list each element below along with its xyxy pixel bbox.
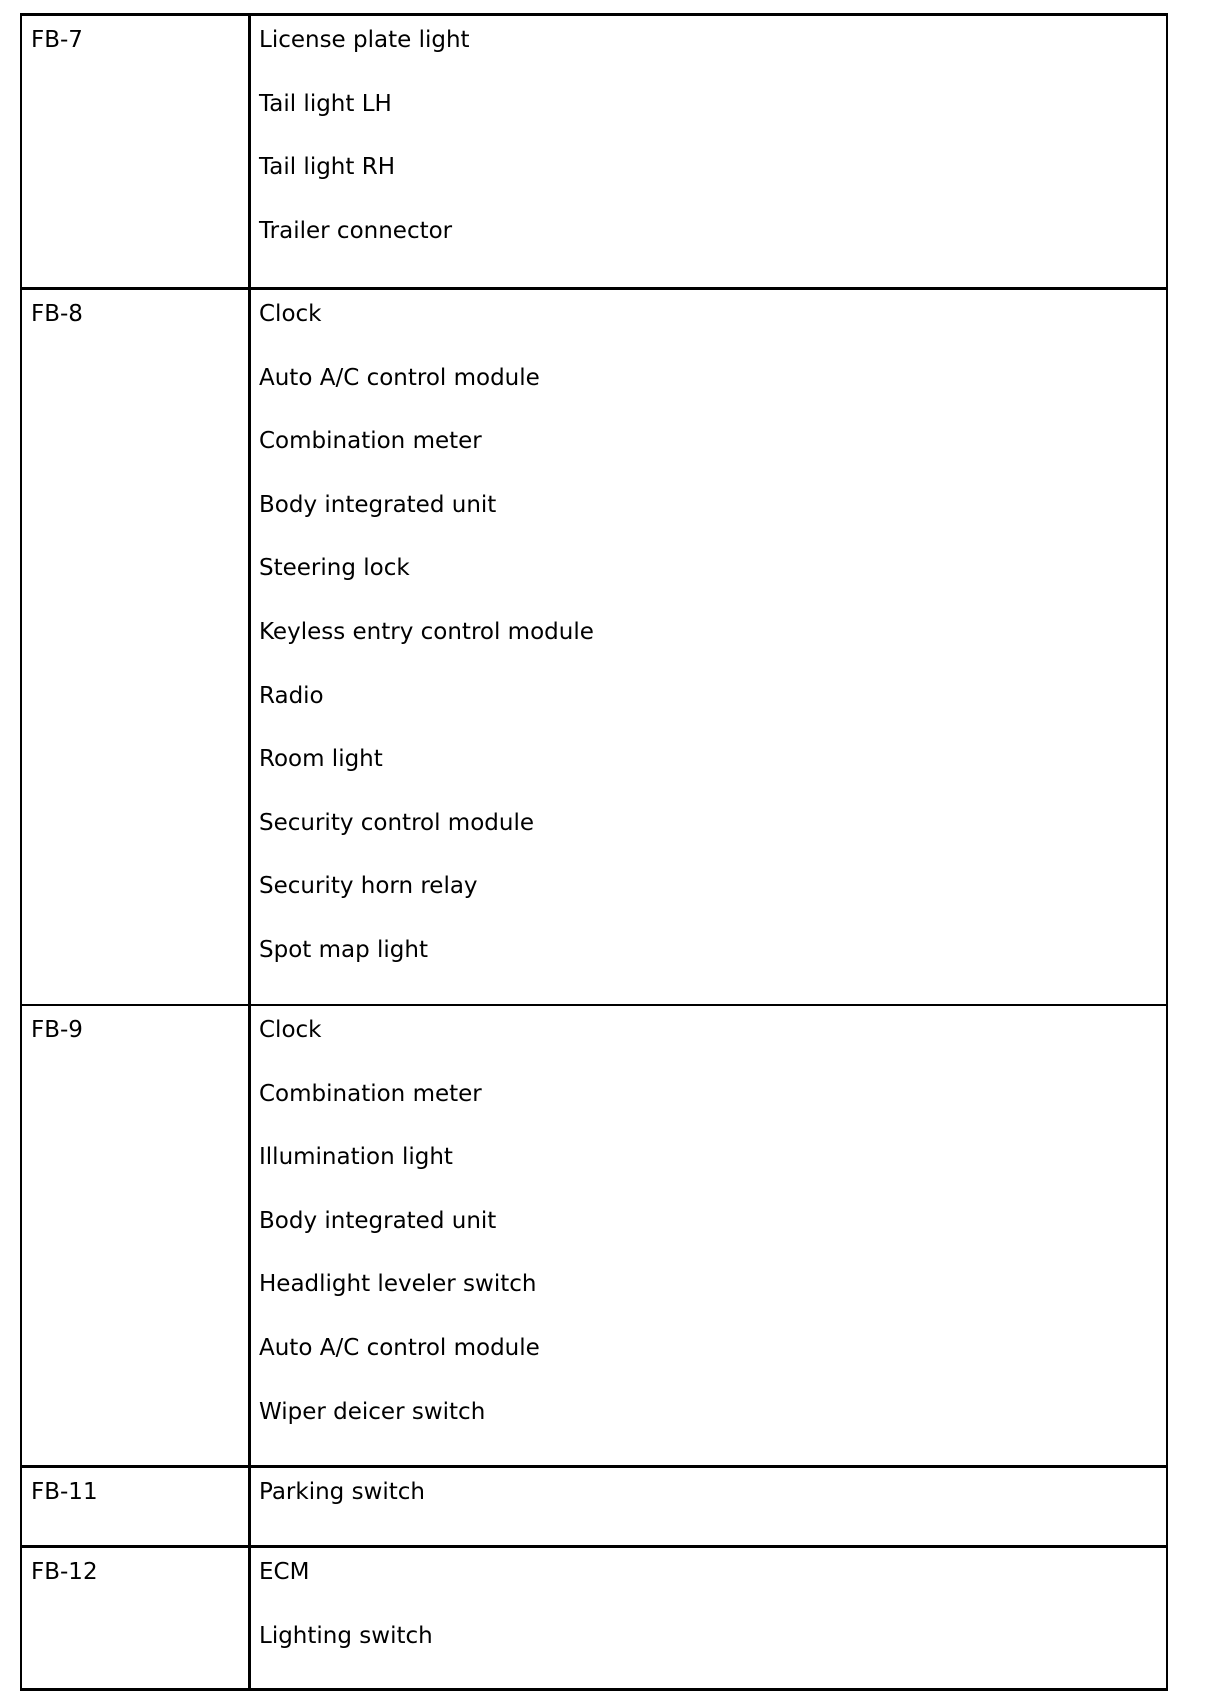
item-list	[251, 290, 1166, 1004]
list-item: Auto A/C control module	[259, 1334, 540, 1361]
list-item: Security control module	[259, 809, 534, 836]
item-list	[251, 1006, 1166, 1465]
list-item: Lighting switch	[259, 1622, 433, 1649]
fuse-code: FB-11	[22, 1468, 251, 1545]
list-item: Combination meter	[259, 428, 482, 455]
list-item: Keyless entry control module	[259, 618, 594, 645]
table-row	[22, 290, 1166, 1006]
list-item: ECM	[259, 1559, 310, 1585]
list-item: Radio	[259, 682, 324, 709]
fuse-table	[20, 13, 1168, 1691]
fuse-code: FB-8	[22, 290, 251, 1004]
table-row	[22, 16, 1166, 290]
list-item: Parking switch	[259, 1479, 426, 1505]
list-item: Steering lock	[259, 555, 410, 582]
table-row	[22, 1006, 1166, 1468]
list-item: Room light	[259, 746, 383, 773]
item-list	[251, 1548, 1166, 1688]
list-item: Clock	[259, 301, 322, 327]
list-item: Illumination light	[259, 1144, 453, 1171]
list-item: Headlight leveler switch	[259, 1271, 537, 1298]
list-item: Security horn relay	[259, 873, 478, 900]
list-item: Body integrated unit	[259, 491, 497, 518]
list-item: Spot map light	[259, 936, 428, 963]
list-item: Clock	[259, 1017, 322, 1043]
item-list	[251, 1468, 1166, 1545]
list-item: Body integrated unit	[259, 1207, 497, 1234]
list-item: Combination meter	[259, 1080, 482, 1107]
list-item: License plate light	[259, 27, 470, 53]
fuse-code: FB-9	[22, 1006, 251, 1465]
fuse-code: FB-7	[22, 16, 251, 287]
item-list	[251, 16, 1166, 287]
table-row	[22, 1548, 1166, 1691]
list-item: Trailer connector	[259, 217, 453, 244]
table-row	[22, 1468, 1166, 1548]
list-item: Auto A/C control module	[259, 364, 540, 391]
fuse-code: FB-12	[22, 1548, 251, 1688]
list-item: Wiper deicer switch	[259, 1398, 486, 1425]
list-item: Tail light RH	[259, 154, 395, 181]
list-item: Tail light LH	[259, 90, 392, 117]
